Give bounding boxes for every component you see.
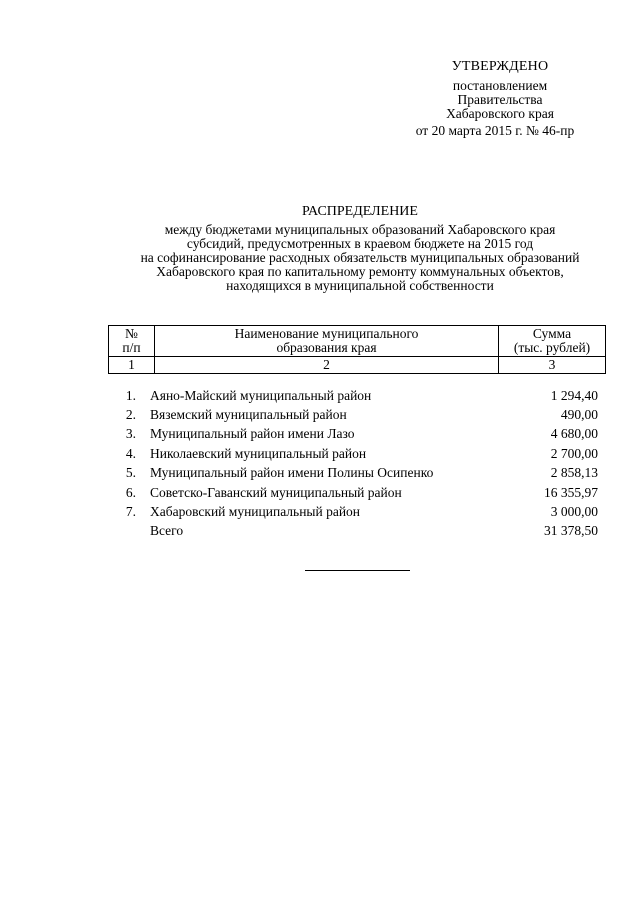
approval-date: от 20 марта 2015 г. № 46-пр	[415, 123, 575, 138]
row-num: 7.	[125, 504, 136, 520]
heading-line-3: на софинансирование расходных обязательств муниципальных образований	[140, 250, 580, 265]
distribution-table-header	[108, 325, 606, 374]
approval-line-1: постановлением	[452, 78, 548, 93]
row-name: Советско-Гаванский муниципальный район	[150, 484, 402, 500]
row-name: Аяно-Майский муниципальный район	[150, 387, 372, 403]
table-index-row	[109, 357, 606, 374]
heading-line-4: Хабаровского края по капитальному ремонту коммунальных объектов,	[156, 264, 564, 279]
table-row	[108, 444, 606, 463]
row-name: Хабаровский муниципальный район	[150, 504, 361, 520]
row-num: 5.	[125, 465, 136, 481]
total-row	[108, 522, 606, 541]
table-body	[108, 386, 606, 541]
row-amount: 2 858,13	[550, 465, 598, 481]
row-name: Вяземский муниципальный район	[150, 407, 347, 423]
row-name: Николаевский муниципальный район	[150, 445, 367, 461]
table-row	[108, 502, 606, 521]
table-row	[108, 483, 606, 502]
row-num: 2.	[125, 407, 136, 423]
heading-line-1: между бюджетами муниципальных образований Хабаровского края	[164, 222, 556, 237]
row-amount: 1 294,40	[550, 387, 598, 403]
heading-line-5: находящихся в муниципальной собственности	[226, 278, 494, 293]
approval-block	[400, 59, 600, 138]
index-2: 2	[155, 357, 499, 374]
document-title: РАСПРЕДЕЛЕНИЕ	[302, 204, 418, 219]
index-1: 1	[109, 357, 155, 374]
table-row	[108, 425, 606, 444]
row-amount: 2 700,00	[550, 445, 598, 461]
row-amount: 4 680,00	[550, 426, 598, 442]
header-num: № п/п	[109, 326, 155, 357]
row-name: Муниципальный район имени Лазо	[150, 426, 355, 442]
row-amount: 16 355,97	[544, 484, 598, 500]
row-num: 4.	[125, 445, 136, 461]
row-num: 1.	[125, 387, 136, 403]
header-name: Наименование муниципального образования края	[155, 326, 499, 357]
table-row	[108, 386, 606, 405]
total-label: Всего	[150, 523, 184, 539]
row-num: 3.	[125, 426, 136, 442]
approval-title: УТВЕРЖДЕНО	[451, 59, 549, 74]
document-heading	[90, 205, 630, 293]
approval-line-3: Хабаровского края	[446, 106, 554, 121]
row-amount: 490,00	[560, 407, 598, 423]
approval-line-2: Правительства	[457, 92, 543, 107]
total-amount: 31 378,50	[544, 523, 598, 539]
row-name: Муниципальный район имени Полины Осипенко	[150, 465, 434, 481]
index-3: 3	[499, 357, 606, 374]
heading-line-2: субсидий, предусмотренных в краевом бюджете на 2015 год	[186, 236, 534, 251]
table-row	[108, 464, 606, 483]
closing-divider	[305, 570, 410, 571]
table-header-row	[109, 326, 606, 357]
row-amount: 3 000,00	[550, 504, 598, 520]
table-row	[108, 405, 606, 424]
row-num: 6.	[125, 484, 136, 500]
header-sum: Сумма (тыс. рублей)	[499, 326, 606, 357]
